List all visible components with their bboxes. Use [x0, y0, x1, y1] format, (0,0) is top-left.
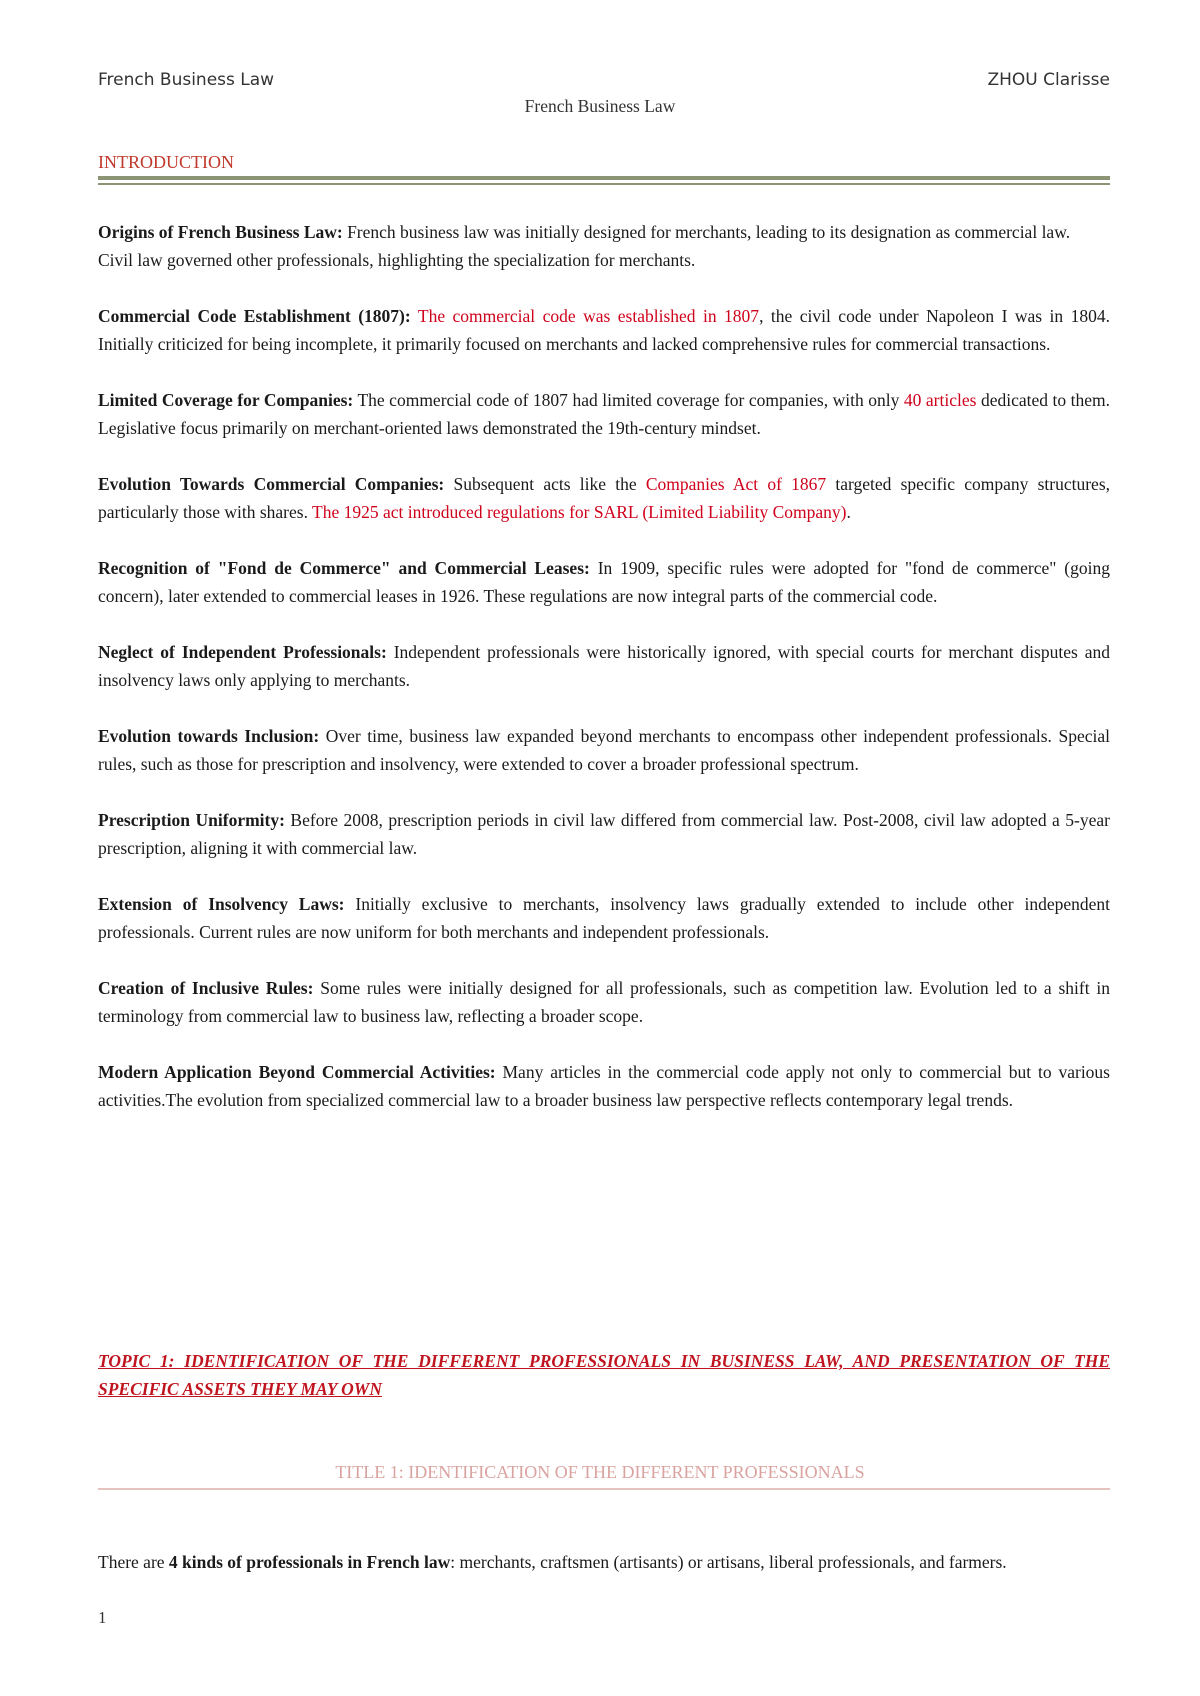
paragraph-label: Origins of French Business Law: — [98, 222, 343, 242]
topic-1-heading: TOPIC 1: IDENTIFICATION OF THE DIFFERENT PROFESSIONALS IN BUSINESS LAW, AND PRESENTATION OF THE SPECIFIC ASSETS THEY MAY OWN — [98, 1351, 1110, 1399]
paragraph-neglect — [98, 638, 1110, 694]
paragraph-label: Modern Application Beyond Commercial Activities: — [98, 1062, 496, 1082]
paragraph-origins-line2: Civil law governed other professionals, highlighting the specialization for merchants. — [98, 250, 696, 270]
paragraph-text: In 1909, specific rules were adopted for "fond de commerce" (going concern), later extended to commercial leases in 1926. These regulations are now integral parts of the commercial code. — [98, 558, 1110, 606]
paragraph-inclusive-rules — [98, 974, 1110, 1030]
paragraph-fond-de-commerce — [98, 554, 1110, 610]
heading-double-rule — [98, 176, 1110, 186]
paragraph-evolution-companies: Evolution Towards Commercial Companies: Subsequent acts like the Companies Act of 1867 targeted specific company structures, particularly those with shares. The 1925 act introduced regulations for SARL (Limited Liability Company). — [98, 474, 1111, 522]
page-number: 1 — [98, 1608, 107, 1627]
bold-text: 4 kinds of professionals in French law — [168, 1552, 451, 1572]
paragraph-inclusion — [98, 722, 1110, 778]
introduction-body — [98, 218, 1110, 1142]
paragraph-label: Evolution towards Inclusion: — [98, 726, 320, 746]
paragraph-text: Some rules were initially designed for all professionals, such as competition law. Evolution led to a shift in terminology from commercial law to business law, reflecting a broader scope. — [98, 978, 1110, 1026]
paragraph-modern-application — [98, 1058, 1110, 1114]
paragraph-text: French business law was initially designed for merchants, leading to its designation as commercial law. — [342, 222, 1071, 242]
paragraph-text: Independent professionals were historically ignored, with special courts for merchant disputes and insolvency laws only applying to merchants. — [98, 642, 1110, 690]
highlighted-text: Companies Act of 1867 — [645, 474, 827, 494]
paragraph-origins — [98, 218, 1110, 246]
paragraph-text: Many articles in the commercial code apply not only to commercial but to various activities.The evolution from specialized commercial law to a broader business law perspective reflects contemporary legal trends. — [98, 1062, 1110, 1110]
paragraph-text: , the civil code under Napoleon I was in 1804. Initially criticized for being incomplete, it primarily focused on merchants and lacked comprehensive rules for commercial transactions. — [98, 306, 1110, 354]
paragraph-label: Neglect of Independent Professionals: — [98, 642, 387, 662]
paragraph-label: Creation of Inclusive Rules: — [98, 978, 314, 998]
paragraph-kinds-of-professionals: There are 4 kinds of professionals in French law: merchants, craftsmen (artisants) or artisans, liberal professionals, and farmers. — [98, 1552, 1007, 1572]
header-left: French Business Law — [98, 70, 275, 90]
paragraph-limited-coverage: Limited Coverage for Companies: The commercial code of 1807 had limited coverage for companies, with only 40 articles dedicated to them. Legislative focus primarily on merchant-oriented laws demonstrated the 19th-century mindset. — [98, 390, 1111, 438]
paragraph-insolvency — [98, 890, 1110, 946]
paragraph-label: Recognition of "Fond de Commerce" and Commercial Leases: — [98, 558, 590, 578]
paragraph-label: Evolution Towards Commercial Companies: — [98, 474, 445, 494]
paragraph-text: Initially exclusive to merchants, insolvency laws gradually extended to include other independent professionals. Current rules are now uniform for both merchants and independent professionals. — [98, 894, 1110, 942]
highlighted-text: 40 articles — [903, 390, 977, 410]
paragraph-label: Extension of Insolvency Laws: — [98, 894, 345, 914]
paragraph-prescription — [98, 806, 1110, 862]
paragraph-label: Prescription Uniformity: — [98, 810, 285, 830]
highlighted-text: The commercial code was established in 1807 — [417, 306, 760, 326]
highlighted-text: The 1925 act introduced regulations for SARL (Limited Liability Company) — [312, 502, 847, 522]
introduction-heading: INTRODUCTION — [98, 152, 234, 172]
paragraph-label: Limited Coverage for Companies: — [98, 390, 354, 410]
header-right: ZHOU Clarisse — [987, 70, 1110, 90]
paragraph-text: Before 2008, prescription periods in civil law differed from commercial law. Post-2008, civil law adopted a 5-year prescription, aligning it with commercial law. — [98, 810, 1110, 858]
paragraph-commercial-code — [98, 302, 1110, 358]
paragraph-label: Commercial Code Establishment (1807): — [98, 306, 411, 326]
title-1-heading: TITLE 1: IDENTIFICATION OF THE DIFFERENT PROFESSIONALS — [335, 1462, 865, 1482]
paragraph-text: Over time, business law expanded beyond merchants to encompass other independent professionals. Special rules, such as those for prescription and insolvency, were extended to cover a broader professional spectrum. — [98, 726, 1110, 774]
document-title: French Business Law — [524, 96, 676, 116]
title-underline — [98, 1488, 1110, 1490]
